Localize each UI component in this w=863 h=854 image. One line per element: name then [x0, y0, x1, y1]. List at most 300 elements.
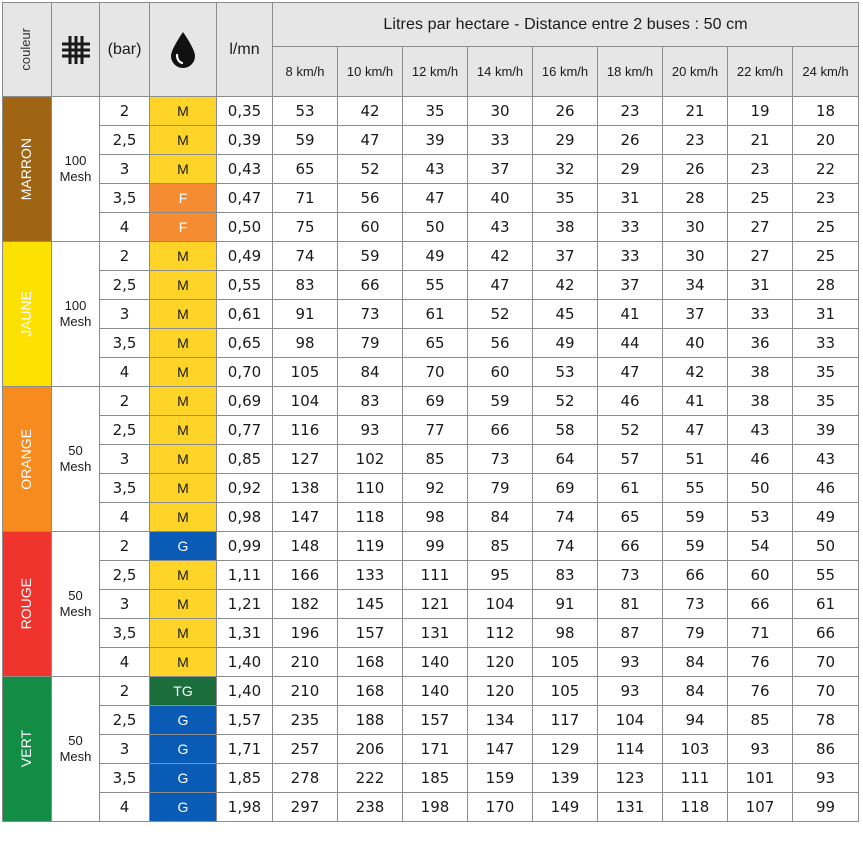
litres-per-hectare-cell: 33 [468, 126, 533, 155]
litres-per-hectare-cell: 33 [598, 242, 663, 271]
litres-per-hectare-cell: 84 [663, 677, 728, 706]
litres-per-hectare-cell: 52 [338, 155, 403, 184]
litres-per-hectare-cell: 116 [273, 416, 338, 445]
litres-per-hectare-cell: 147 [273, 503, 338, 532]
flow-rate-cell: 0,70 [217, 358, 273, 387]
filter-type-cell: M [150, 619, 217, 648]
litres-per-hectare-cell: 59 [663, 532, 728, 561]
flow-rate-cell: 0,99 [217, 532, 273, 561]
speed-header: 18 km/h [598, 47, 663, 97]
table-row [3, 619, 859, 648]
table-row [3, 445, 859, 474]
speed-header: 24 km/h [793, 47, 859, 97]
filter-type-cell: M [150, 300, 217, 329]
pressure-cell: 2 [100, 677, 150, 706]
litres-per-hectare-cell: 86 [793, 735, 859, 764]
mesh-unit: Mesh [59, 169, 92, 184]
nozzle-colour-cell [3, 242, 52, 387]
flow-header: l/mn [217, 3, 273, 97]
litres-per-hectare-cell: 65 [403, 329, 468, 358]
pressure-header: (bar) [100, 3, 150, 97]
mesh-cell [52, 387, 100, 532]
table-row [3, 764, 859, 793]
litres-per-hectare-cell: 69 [403, 387, 468, 416]
flow-rate-cell: 0,43 [217, 155, 273, 184]
filter-type-cell: M [150, 242, 217, 271]
litres-per-hectare-cell: 55 [403, 271, 468, 300]
litres-per-hectare-cell: 278 [273, 764, 338, 793]
litres-per-hectare-cell: 76 [728, 677, 793, 706]
litres-per-hectare-cell: 52 [598, 416, 663, 445]
litres-per-hectare-cell: 35 [793, 358, 859, 387]
table-row [3, 532, 859, 561]
filter-type-cell: G [150, 735, 217, 764]
litres-per-hectare-cell: 134 [468, 706, 533, 735]
litres-per-hectare-cell: 95 [468, 561, 533, 590]
litres-per-hectare-cell: 21 [728, 126, 793, 155]
pressure-cell: 2,5 [100, 706, 150, 735]
litres-per-hectare-cell: 157 [403, 706, 468, 735]
pressure-cell: 4 [100, 503, 150, 532]
litres-per-hectare-cell: 120 [468, 677, 533, 706]
flow-rate-cell: 0,77 [217, 416, 273, 445]
litres-per-hectare-cell: 81 [598, 590, 663, 619]
mesh-value: 100 [64, 153, 87, 168]
litres-per-hectare-cell: 60 [338, 213, 403, 242]
speed-header: 14 km/h [468, 47, 533, 97]
filter-type-cell: M [150, 358, 217, 387]
litres-per-hectare-cell: 91 [533, 590, 598, 619]
litres-per-hectare-cell: 131 [403, 619, 468, 648]
litres-per-hectare-cell: 57 [598, 445, 663, 474]
pressure-cell: 2 [100, 387, 150, 416]
litres-per-hectare-cell: 49 [403, 242, 468, 271]
litres-per-hectare-cell: 50 [403, 213, 468, 242]
litres-per-hectare-cell: 59 [468, 387, 533, 416]
litres-per-hectare-cell: 98 [533, 619, 598, 648]
litres-per-hectare-cell: 75 [273, 213, 338, 242]
litres-per-hectare-cell: 33 [728, 300, 793, 329]
litres-per-hectare-cell: 33 [598, 213, 663, 242]
litres-per-hectare-cell: 41 [663, 387, 728, 416]
flow-rate-cell: 1,40 [217, 648, 273, 677]
litres-per-hectare-cell: 56 [468, 329, 533, 358]
litres-per-hectare-cell: 59 [338, 242, 403, 271]
flow-rate-cell: 1,57 [217, 706, 273, 735]
couleur-header [3, 3, 52, 97]
litres-per-hectare-cell: 159 [468, 764, 533, 793]
pressure-cell: 2,5 [100, 416, 150, 445]
mesh-unit: Mesh [59, 314, 92, 329]
litres-per-hectare-cell: 61 [793, 590, 859, 619]
litres-per-hectare-cell: 36 [728, 329, 793, 358]
flow-rate-cell: 0,55 [217, 271, 273, 300]
filter-type-cell: M [150, 387, 217, 416]
litres-per-hectare-cell: 84 [468, 503, 533, 532]
litres-per-hectare-cell: 50 [793, 532, 859, 561]
litres-per-hectare-cell: 47 [663, 416, 728, 445]
litres-per-hectare-cell: 19 [728, 97, 793, 126]
litres-per-hectare-cell: 56 [338, 184, 403, 213]
mesh-cell [52, 242, 100, 387]
table-row [3, 561, 859, 590]
nozzle-colour-label: JAUNE [18, 291, 34, 337]
litres-per-hectare-cell: 31 [598, 184, 663, 213]
flow-rate-cell: 0,47 [217, 184, 273, 213]
pressure-cell: 3 [100, 445, 150, 474]
table-row [3, 793, 859, 822]
nozzle-colour-cell [3, 532, 52, 677]
filter-type-cell: M [150, 416, 217, 445]
litres-per-hectare-cell: 139 [533, 764, 598, 793]
litres-per-hectare-cell: 60 [468, 358, 533, 387]
litres-per-hectare-cell: 84 [663, 648, 728, 677]
litres-per-hectare-cell: 166 [273, 561, 338, 590]
litres-per-hectare-cell: 84 [338, 358, 403, 387]
litres-per-hectare-cell: 38 [728, 358, 793, 387]
litres-per-hectare-cell: 140 [403, 648, 468, 677]
litres-per-hectare-cell: 78 [793, 706, 859, 735]
nozzle-colour-cell [3, 97, 52, 242]
litres-per-hectare-cell: 147 [468, 735, 533, 764]
flow-rate-cell: 0,61 [217, 300, 273, 329]
litres-per-hectare-cell: 42 [338, 97, 403, 126]
litres-per-hectare-cell: 92 [403, 474, 468, 503]
litres-per-hectare-cell: 47 [338, 126, 403, 155]
litres-per-hectare-cell: 93 [728, 735, 793, 764]
litres-per-hectare-cell: 235 [273, 706, 338, 735]
pressure-cell: 4 [100, 648, 150, 677]
litres-per-hectare-cell: 47 [598, 358, 663, 387]
table-row [3, 358, 859, 387]
litres-per-hectare-cell: 73 [338, 300, 403, 329]
litres-per-hectare-cell: 77 [403, 416, 468, 445]
litres-per-hectare-cell: 41 [598, 300, 663, 329]
litres-per-hectare-cell: 102 [338, 445, 403, 474]
flow-rate-cell: 1,71 [217, 735, 273, 764]
flow-rate-cell: 1,11 [217, 561, 273, 590]
litres-per-hectare-cell: 93 [598, 677, 663, 706]
litres-per-hectare-cell: 138 [273, 474, 338, 503]
litres-per-hectare-cell: 46 [728, 445, 793, 474]
litres-per-hectare-cell: 99 [403, 532, 468, 561]
litres-per-hectare-cell: 59 [273, 126, 338, 155]
litres-per-hectare-cell: 31 [728, 271, 793, 300]
litres-per-hectare-cell: 66 [663, 561, 728, 590]
table-row [3, 474, 859, 503]
litres-per-hectare-cell: 71 [273, 184, 338, 213]
litres-per-hectare-cell: 25 [793, 242, 859, 271]
litres-per-hectare-cell: 55 [663, 474, 728, 503]
litres-per-hectare-cell: 118 [663, 793, 728, 822]
litres-per-hectare-cell: 105 [273, 358, 338, 387]
litres-per-hectare-cell: 145 [338, 590, 403, 619]
litres-per-hectare-cell: 123 [598, 764, 663, 793]
litres-per-hectare-cell: 73 [663, 590, 728, 619]
litres-per-hectare-cell: 85 [728, 706, 793, 735]
litres-per-hectare-cell: 83 [273, 271, 338, 300]
flow-rate-table [2, 2, 859, 822]
litres-per-hectare-cell: 30 [663, 242, 728, 271]
mesh-unit: Mesh [59, 459, 92, 474]
litres-per-hectare-cell: 110 [338, 474, 403, 503]
filter-type-cell: TG [150, 677, 217, 706]
litres-per-hectare-cell: 26 [533, 97, 598, 126]
litres-per-hectare-cell: 61 [598, 474, 663, 503]
litres-per-hectare-cell: 127 [273, 445, 338, 474]
litres-per-hectare-cell: 35 [403, 97, 468, 126]
table-row [3, 416, 859, 445]
litres-per-hectare-cell: 26 [598, 126, 663, 155]
flow-rate-cell: 0,35 [217, 97, 273, 126]
litres-per-hectare-cell: 210 [273, 677, 338, 706]
table-row [3, 300, 859, 329]
litres-per-hectare-cell: 61 [403, 300, 468, 329]
flow-rate-cell: 0,65 [217, 329, 273, 358]
litres-per-hectare-cell: 119 [338, 532, 403, 561]
litres-per-hectare-cell: 29 [533, 126, 598, 155]
litres-per-hectare-cell: 40 [663, 329, 728, 358]
litres-per-hectare-cell: 185 [403, 764, 468, 793]
pressure-cell: 2 [100, 97, 150, 126]
litres-per-hectare-cell: 26 [663, 155, 728, 184]
flow-rate-cell: 1,21 [217, 590, 273, 619]
pressure-cell: 3 [100, 735, 150, 764]
mesh-unit: Mesh [59, 604, 92, 619]
litres-per-hectare-cell: 49 [533, 329, 598, 358]
flow-rate-cell: 0,39 [217, 126, 273, 155]
litres-per-hectare-cell: 28 [663, 184, 728, 213]
table-row [3, 677, 859, 706]
litres-per-hectare-cell: 73 [598, 561, 663, 590]
litres-per-hectare-cell: 18 [793, 97, 859, 126]
litres-per-hectare-cell: 38 [728, 387, 793, 416]
litres-per-hectare-cell: 53 [533, 358, 598, 387]
filter-type-cell: M [150, 561, 217, 590]
nozzle-chart [2, 2, 858, 848]
litres-per-hectare-cell: 58 [533, 416, 598, 445]
litres-per-hectare-cell: 83 [338, 387, 403, 416]
litres-per-hectare-cell: 198 [403, 793, 468, 822]
litres-per-hectare-cell: 25 [793, 213, 859, 242]
pressure-cell: 2,5 [100, 126, 150, 155]
speed-header: 16 km/h [533, 47, 598, 97]
litres-per-hectare-cell: 69 [533, 474, 598, 503]
litres-per-hectare-cell: 44 [598, 329, 663, 358]
litres-per-hectare-cell: 79 [663, 619, 728, 648]
litres-per-hectare-cell: 171 [403, 735, 468, 764]
litres-per-hectare-cell: 32 [533, 155, 598, 184]
litres-per-hectare-cell: 76 [728, 648, 793, 677]
mesh-value: 100 [64, 298, 87, 313]
flow-rate-cell: 0,85 [217, 445, 273, 474]
pressure-cell: 2,5 [100, 271, 150, 300]
filter-type-cell: M [150, 271, 217, 300]
litres-per-hectare-cell: 27 [728, 242, 793, 271]
pressure-cell: 4 [100, 213, 150, 242]
pressure-cell: 2 [100, 532, 150, 561]
litres-per-hectare-cell: 104 [273, 387, 338, 416]
pressure-cell: 3,5 [100, 184, 150, 213]
pressure-cell: 4 [100, 793, 150, 822]
pressure-cell: 3,5 [100, 474, 150, 503]
nozzle-colour-label: MARRON [18, 137, 34, 201]
table-body [3, 97, 859, 822]
litres-per-hectare-cell: 51 [663, 445, 728, 474]
filter-type-cell: G [150, 793, 217, 822]
litres-per-hectare-cell: 74 [533, 532, 598, 561]
filter-type-header [150, 3, 217, 97]
litres-per-hectare-cell: 133 [338, 561, 403, 590]
table-row [3, 706, 859, 735]
litres-per-hectare-cell: 42 [468, 242, 533, 271]
litres-per-hectare-cell: 39 [403, 126, 468, 155]
litres-per-hectare-cell: 38 [533, 213, 598, 242]
litres-per-hectare-cell: 105 [533, 677, 598, 706]
litres-per-hectare-cell: 170 [468, 793, 533, 822]
flow-rate-cell: 0,50 [217, 213, 273, 242]
nozzle-colour-cell [3, 677, 52, 822]
grid-icon [61, 35, 91, 65]
litres-per-hectare-cell: 111 [403, 561, 468, 590]
flow-rate-cell: 1,98 [217, 793, 273, 822]
litres-per-hectare-cell: 131 [598, 793, 663, 822]
litres-per-hectare-cell: 206 [338, 735, 403, 764]
filter-type-cell: M [150, 445, 217, 474]
litres-per-hectare-cell: 46 [598, 387, 663, 416]
litres-per-hectare-cell: 23 [598, 97, 663, 126]
litres-per-hectare-cell: 54 [728, 532, 793, 561]
litres-per-hectare-cell: 53 [273, 97, 338, 126]
table-row [3, 329, 859, 358]
litres-per-hectare-cell: 70 [793, 648, 859, 677]
litres-per-hectare-cell: 66 [468, 416, 533, 445]
litres-per-hectare-cell: 43 [793, 445, 859, 474]
pressure-cell: 4 [100, 358, 150, 387]
litres-per-hectare-cell: 23 [728, 155, 793, 184]
litres-per-hectare-cell: 118 [338, 503, 403, 532]
litres-per-hectare-cell: 43 [403, 155, 468, 184]
nozzle-colour-label: ROUGE [18, 578, 34, 630]
mesh-value: 50 [68, 588, 83, 603]
filter-type-cell: F [150, 184, 217, 213]
litres-per-hectare-cell: 20 [793, 126, 859, 155]
litres-per-hectare-cell: 257 [273, 735, 338, 764]
litres-per-hectare-cell: 50 [728, 474, 793, 503]
litres-per-hectare-cell: 238 [338, 793, 403, 822]
speed-header: 8 km/h [273, 47, 338, 97]
litres-per-hectare-cell: 91 [273, 300, 338, 329]
table-title: Litres par hectare - Distance entre 2 buses : 50 cm [273, 3, 859, 47]
litres-per-hectare-cell: 28 [793, 271, 859, 300]
filter-type-cell: M [150, 474, 217, 503]
pressure-cell: 2,5 [100, 561, 150, 590]
litres-per-hectare-cell: 66 [338, 271, 403, 300]
litres-per-hectare-cell: 87 [598, 619, 663, 648]
litres-per-hectare-cell: 60 [728, 561, 793, 590]
table-row [3, 590, 859, 619]
litres-per-hectare-cell: 35 [533, 184, 598, 213]
litres-per-hectare-cell: 25 [728, 184, 793, 213]
litres-per-hectare-cell: 104 [468, 590, 533, 619]
litres-per-hectare-cell: 53 [728, 503, 793, 532]
litres-per-hectare-cell: 23 [663, 126, 728, 155]
litres-per-hectare-cell: 30 [468, 97, 533, 126]
table-row [3, 503, 859, 532]
couleur-header-label: couleur [18, 28, 33, 71]
drop-icon [169, 31, 197, 69]
litres-per-hectare-cell: 74 [273, 242, 338, 271]
nozzle-colour-label: ORANGE [18, 428, 34, 490]
litres-per-hectare-cell: 297 [273, 793, 338, 822]
litres-per-hectare-cell: 42 [533, 271, 598, 300]
litres-per-hectare-cell: 66 [598, 532, 663, 561]
nozzle-colour-label: VERT [18, 730, 34, 768]
litres-per-hectare-cell: 34 [663, 271, 728, 300]
pressure-cell: 3,5 [100, 619, 150, 648]
litres-per-hectare-cell: 188 [338, 706, 403, 735]
filter-type-cell: F [150, 213, 217, 242]
table-row [3, 242, 859, 271]
litres-per-hectare-cell: 101 [728, 764, 793, 793]
litres-per-hectare-cell: 65 [273, 155, 338, 184]
litres-per-hectare-cell: 168 [338, 648, 403, 677]
litres-per-hectare-cell: 52 [533, 387, 598, 416]
filter-type-cell: G [150, 764, 217, 793]
mesh-value: 50 [68, 443, 83, 458]
pressure-cell: 3,5 [100, 764, 150, 793]
filter-type-cell: G [150, 706, 217, 735]
table-row [3, 735, 859, 764]
litres-per-hectare-cell: 27 [728, 213, 793, 242]
mesh-unit: Mesh [59, 749, 92, 764]
litres-per-hectare-cell: 33 [793, 329, 859, 358]
litres-per-hectare-cell: 22 [793, 155, 859, 184]
litres-per-hectare-cell: 37 [598, 271, 663, 300]
flow-rate-cell: 0,92 [217, 474, 273, 503]
litres-per-hectare-cell: 93 [793, 764, 859, 793]
litres-per-hectare-cell: 55 [793, 561, 859, 590]
litres-per-hectare-cell: 31 [793, 300, 859, 329]
litres-per-hectare-cell: 64 [533, 445, 598, 474]
litres-per-hectare-cell: 104 [598, 706, 663, 735]
pressure-cell: 3 [100, 590, 150, 619]
litres-per-hectare-cell: 59 [663, 503, 728, 532]
litres-per-hectare-cell: 66 [793, 619, 859, 648]
pressure-cell: 3,5 [100, 329, 150, 358]
litres-per-hectare-cell: 70 [403, 358, 468, 387]
litres-per-hectare-cell: 85 [403, 445, 468, 474]
litres-per-hectare-cell: 71 [728, 619, 793, 648]
litres-per-hectare-cell: 35 [793, 387, 859, 416]
table-row [3, 97, 859, 126]
litres-per-hectare-cell: 52 [468, 300, 533, 329]
litres-per-hectare-cell: 99 [793, 793, 859, 822]
litres-per-hectare-cell: 120 [468, 648, 533, 677]
filter-type-cell: M [150, 590, 217, 619]
litres-per-hectare-cell: 98 [403, 503, 468, 532]
mesh-cell [52, 97, 100, 242]
litres-per-hectare-cell: 210 [273, 648, 338, 677]
litres-per-hectare-cell: 107 [728, 793, 793, 822]
litres-per-hectare-cell: 65 [598, 503, 663, 532]
table-row [3, 184, 859, 213]
flow-rate-cell: 1,85 [217, 764, 273, 793]
filter-type-cell: M [150, 155, 217, 184]
litres-per-hectare-cell: 85 [468, 532, 533, 561]
litres-per-hectare-cell: 74 [533, 503, 598, 532]
litres-per-hectare-cell: 98 [273, 329, 338, 358]
